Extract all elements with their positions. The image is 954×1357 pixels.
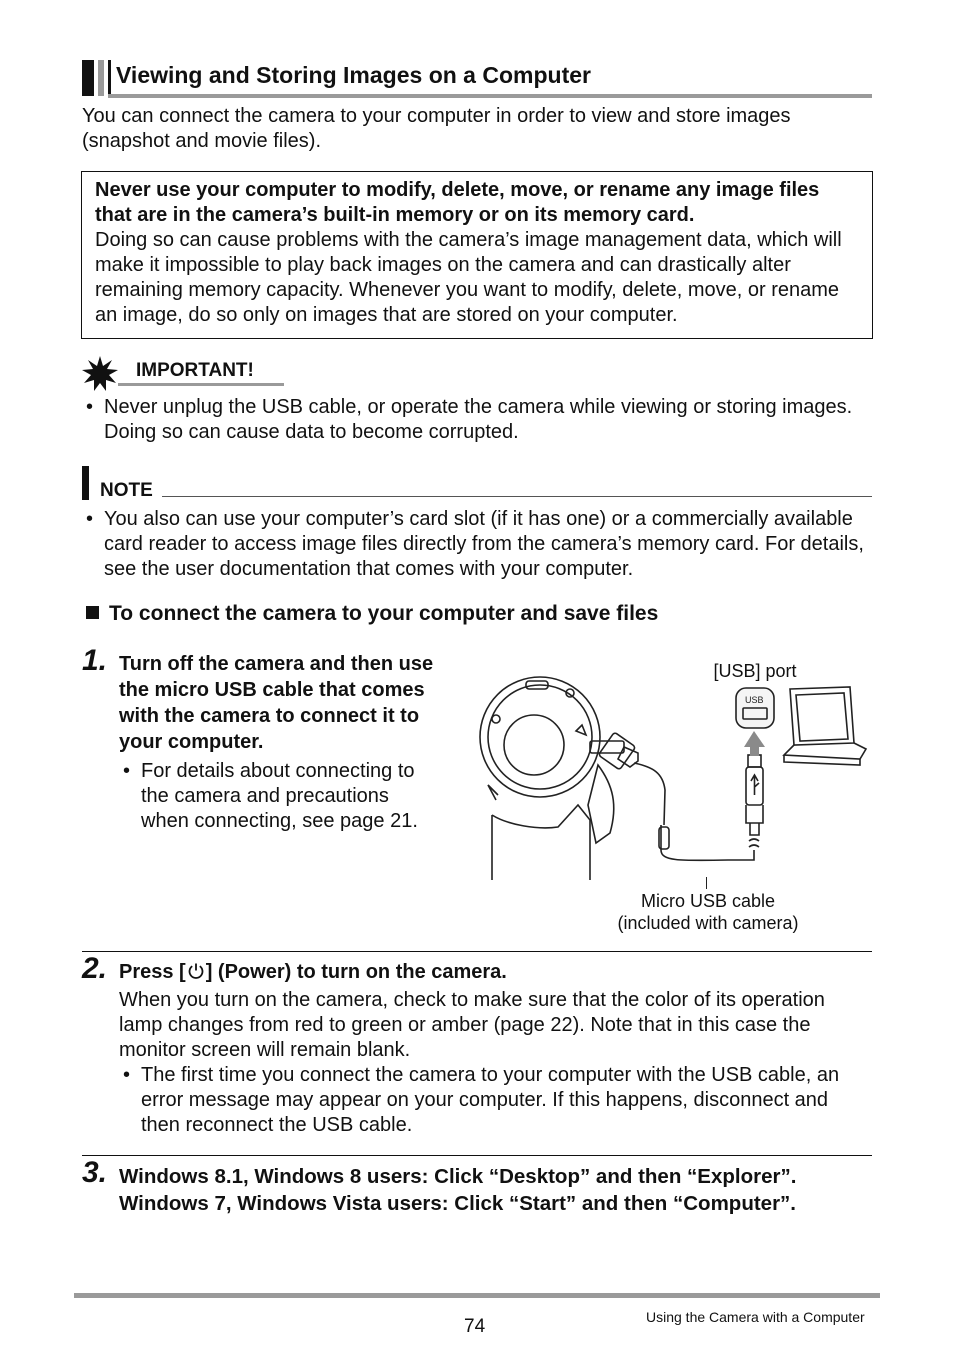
intro-paragraph: You can connect the camera to your computer in order to view and store images (snapshot and movie files).	[82, 105, 791, 152]
step-title	[119, 959, 859, 985]
step-number: 2.	[82, 952, 108, 985]
cable-label	[598, 890, 818, 934]
step3-line: Windows 7, Windows Vista users: Click “Start” and then “Computer”.	[119, 1192, 796, 1215]
step-number: 1.	[82, 644, 108, 677]
chapter-title: Using the Camera with a Computer	[646, 1309, 865, 1325]
important-label: IMPORTANT!	[136, 360, 254, 381]
step3-line: Windows 8.1, Windows 8 users: Click “Desktop” and then “Explorer”.	[119, 1165, 797, 1188]
procedure-heading	[86, 602, 872, 626]
page-number: 74	[464, 1316, 486, 1337]
heading-bar	[98, 60, 104, 96]
camera-computer-illustration	[478, 655, 878, 887]
bullet-dot: •	[123, 760, 131, 782]
list-item	[86, 395, 866, 447]
footer-rule	[74, 1293, 880, 1298]
usb-port-label: [USB] port	[713, 661, 797, 681]
step-title: Turn off the camera and then use the micro USB cable that comes with the camera to connect it to your computer.	[119, 653, 434, 753]
step1-bullet-text: For details about connecting to the camera and precautions when connecting, see page 21.	[141, 760, 418, 832]
important-heading	[82, 356, 292, 390]
procedure-heading-text: To connect the camera to your computer and save files	[109, 602, 659, 625]
list-item	[123, 759, 443, 835]
usb-chip-label: USB	[745, 695, 764, 705]
section-title: Viewing and Storing Images on a Computer	[116, 62, 591, 88]
step2-text: When you turn on the camera, check to make sure that the color of its operation lamp changes from red to green or amber (page 22). Note that in this case the monitor screen will remain blank.	[119, 989, 825, 1061]
bullet-dot: •	[86, 508, 94, 530]
bullet-dot: •	[86, 396, 94, 418]
heading-bar	[82, 60, 94, 96]
step2-title-post: ] (Power) to turn on the camera.	[205, 961, 507, 983]
cable-label-line: (included with camera)	[617, 913, 799, 933]
warning-text: Doing so can cause problems with the camera’s image management data, which will make it impossible to play back images on the camera and can drastically alter remaining memory capacity. Whenever you want to modify, delete, move, or rename an image, do so only on images that are stored on your computer.	[95, 229, 842, 326]
important-bullet-text: Never unplug the USB cable, or operate the camera while viewing or storing images. Doing so can cause data to become corrupted.	[104, 396, 853, 443]
step-title	[119, 1163, 879, 1217]
important-underline	[118, 383, 284, 386]
step-divider	[82, 951, 872, 952]
bullet-dot: •	[123, 1064, 131, 1086]
step2-title-pre: Press [	[119, 961, 186, 983]
list-item	[86, 507, 866, 583]
step-divider	[82, 1155, 872, 1156]
square-bullet-icon	[86, 606, 99, 619]
cable-label-line: Micro USB cable	[640, 891, 776, 911]
note-rule	[162, 496, 872, 497]
note-label: NOTE	[100, 480, 153, 501]
warning-bold: Never use your computer to modify, delete, move, or rename any image files that are in the camera’s built-in memory or on its memory card.	[95, 179, 820, 226]
note-bar	[82, 466, 89, 500]
step2-bullet-text: The first time you connect the camera to your computer with the USB cable, an error message may appear on your computer. If this happens, disconnect and then reconnect the USB cable.	[141, 1064, 840, 1136]
burst-icon	[82, 356, 118, 392]
list-item	[123, 1063, 871, 1139]
power-icon	[187, 962, 205, 980]
heading-bar	[108, 60, 111, 96]
warning-box	[81, 171, 873, 339]
heading-underline	[108, 94, 872, 98]
connection-figure	[478, 655, 878, 940]
note-heading	[82, 464, 872, 500]
section-heading	[82, 58, 872, 98]
note-bullet-text: You also can use your computer’s card slot (if it has one) or a commercially available card reader to access image files directly from the camera’s memory card. For details, see the user documentation that comes with your computer.	[104, 508, 864, 580]
step-number: 3.	[82, 1156, 108, 1189]
leader-line	[706, 877, 707, 889]
